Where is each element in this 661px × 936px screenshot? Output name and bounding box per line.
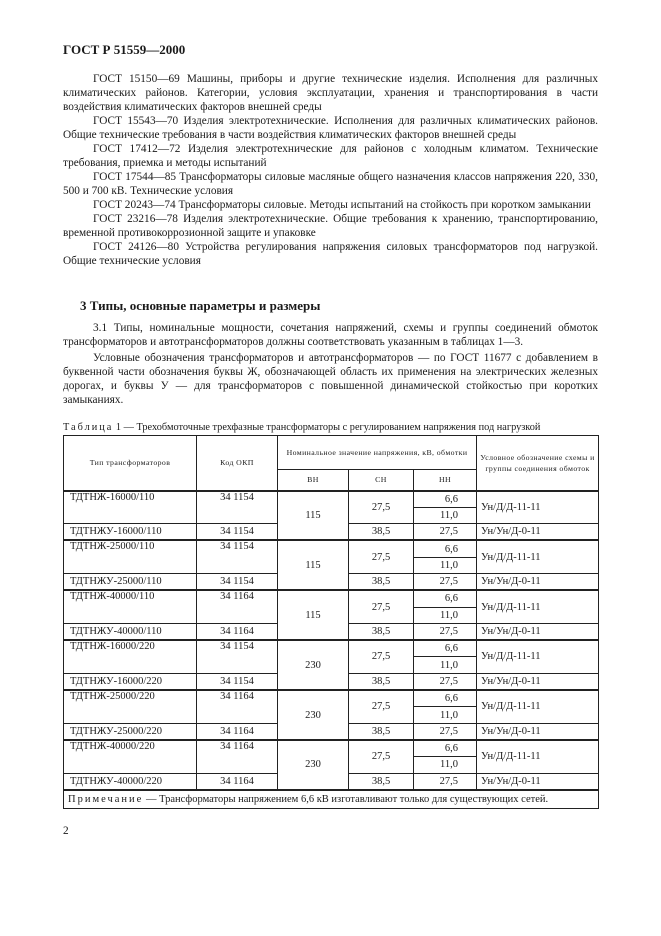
scheme-cell: Ун/Ун/Д-0-11 <box>477 524 599 541</box>
sn-cell: 38,5 <box>349 673 414 690</box>
vn-cell: 230 <box>278 740 349 790</box>
scheme-cell: Ун/Д/Д-11-11 <box>477 540 599 573</box>
header-sn: СН <box>349 470 414 491</box>
scheme-cell: Ун/Д/Д-11-11 <box>477 740 599 773</box>
okp-cell: 34 1164 <box>197 590 278 623</box>
nn-cell: 6,6 <box>414 740 477 757</box>
type-cell: ТДТНЖУ-25000/220 <box>64 723 197 740</box>
scheme-cell: Ун/Д/Д-11-11 <box>477 590 599 623</box>
table-row <box>64 590 599 607</box>
scheme-cell: Ун/Ун/Д-0-11 <box>477 773 599 790</box>
sn-cell: 38,5 <box>349 623 414 640</box>
sn-cell: 38,5 <box>349 723 414 740</box>
okp-cell: 34 1154 <box>197 491 278 524</box>
section-title: 3 Типы, основные параметры и размеры <box>80 298 321 313</box>
header-okp: Код ОКП <box>197 436 278 491</box>
header-scheme: Условное обозначение схемы и группы соединения обмоток <box>477 436 599 491</box>
vn-cell: 115 <box>278 540 349 590</box>
nn-cell: 11,0 <box>414 507 477 523</box>
scheme-cell: Ун/Ун/Д-0-11 <box>477 623 599 640</box>
okp-cell: 34 1154 <box>197 524 278 541</box>
table-caption <box>63 422 603 433</box>
header-nn: НН <box>414 470 477 491</box>
scheme-cell: Ун/Д/Д-11-11 <box>477 690 599 723</box>
table-row <box>64 740 599 757</box>
nn-cell: 6,6 <box>414 640 477 657</box>
table-note <box>64 790 599 809</box>
nn-cell: 27,5 <box>414 573 477 590</box>
type-cell: ТДТНЖ-40000/220 <box>64 740 197 773</box>
table-row <box>64 540 599 557</box>
references-list <box>63 72 598 268</box>
okp-cell: 34 1154 <box>197 640 278 673</box>
nn-cell: 27,5 <box>414 623 477 640</box>
scheme-cell: Ун/Ун/Д-0-11 <box>477 723 599 740</box>
table-row <box>64 690 599 707</box>
nn-cell: 11,0 <box>414 557 477 573</box>
table-note-row <box>64 790 599 809</box>
nn-cell: 11,0 <box>414 707 477 723</box>
paragraph: 3.1 Типы, номинальные мощности, сочетания напряжений, схемы и группы соединений обмоток трансформаторов и автотрансформаторов должны соответствовать указанным в таблицах 1—3. <box>63 322 598 348</box>
header-vn: ВН <box>278 470 349 491</box>
document-header: ГОСТ Р 51559—2000 <box>63 42 186 57</box>
note-text: — Трансформаторы напряжением 6,6 кВ изготавливают только для существующих сетей. <box>143 793 549 805</box>
nn-cell: 27,5 <box>414 673 477 690</box>
vn-cell: 230 <box>278 690 349 740</box>
type-cell: ТДТНЖ-16000/110 <box>64 491 197 524</box>
sn-cell: 38,5 <box>349 573 414 590</box>
reference-item: ГОСТ 20243—74 Трансформаторы силовые. Методы испытаний на стойкость при коротком замыкании <box>93 199 591 211</box>
scheme-cell: Ун/Д/Д-11-11 <box>477 640 599 673</box>
reference-item: ГОСТ 17544—85 Трансформаторы силовые масляные общего назначения классов напряжения 220, 330, 500 и 700 кВ. Технические условия <box>63 171 598 197</box>
nn-cell: 6,6 <box>414 590 477 607</box>
nn-cell: 11,0 <box>414 657 477 673</box>
nn-cell: 27,5 <box>414 773 477 790</box>
note-label: Примечание <box>68 793 144 805</box>
reference-item: ГОСТ 23216—78 Изделия электротехнические. Общие требования к хранению, транспортированию, временной противокоррозионной защите и упаковке <box>63 213 598 239</box>
reference-item: ГОСТ 15150—69 Машины, приборы и другие технические изделия. Исполнения для различных климатических районов. Категории, условия эксплуатации, хранения и транспортирования в части воздействия климатических факторов внешней среды <box>63 73 598 113</box>
sn-cell: 27,5 <box>349 491 414 524</box>
type-cell: ТДТНЖ-25000/110 <box>64 540 197 573</box>
vn-cell: 115 <box>278 491 349 541</box>
type-cell: ТДТНЖУ-16000/220 <box>64 673 197 690</box>
paragraph: Условные обозначения трансформаторов и автотрансформаторов — по ГОСТ 11677 с добавлением в буквенной части обозначения буквы Ж, обозначающей область их применения на электрических железных дорогах, и буквы У — для трансформаторов с повышенной динамической стойкостью при коротких замыканиях. <box>63 352 598 406</box>
nn-cell: 11,0 <box>414 757 477 773</box>
okp-cell: 34 1164 <box>197 623 278 640</box>
page-number: 2 <box>63 825 69 837</box>
nn-cell: 6,6 <box>414 540 477 557</box>
table-row <box>64 640 599 657</box>
scheme-cell: Ун/Ун/Д-0-11 <box>477 573 599 590</box>
okp-cell: 34 1164 <box>197 773 278 790</box>
table-caption-text: 1 — Трехобмоточные трехфазные трансформаторы с регулированием напряжения под нагрузкой <box>115 422 541 433</box>
section-body <box>63 321 598 409</box>
type-cell: ТДТНЖУ-40000/220 <box>64 773 197 790</box>
vn-cell: 230 <box>278 640 349 690</box>
nn-cell: 11,0 <box>414 607 477 623</box>
okp-cell: 34 1164 <box>197 740 278 773</box>
transformer-table <box>63 435 599 809</box>
sn-cell: 38,5 <box>349 524 414 541</box>
table-row <box>64 491 599 508</box>
scheme-cell: Ун/Ун/Д-0-11 <box>477 673 599 690</box>
okp-cell: 34 1154 <box>197 540 278 573</box>
nn-cell: 6,6 <box>414 690 477 707</box>
table-caption-label: Таблица <box>63 422 114 433</box>
nn-cell: 27,5 <box>414 524 477 541</box>
okp-cell: 34 1164 <box>197 690 278 723</box>
nn-cell: 27,5 <box>414 723 477 740</box>
header-voltage: Номинальное значение напряжения, кВ, обмотки <box>278 436 477 470</box>
type-cell: ТДТНЖУ-25000/110 <box>64 573 197 590</box>
okp-cell: 34 1164 <box>197 723 278 740</box>
sn-cell: 27,5 <box>349 690 414 723</box>
sn-cell: 27,5 <box>349 640 414 673</box>
type-cell: ТДТНЖ-16000/220 <box>64 640 197 673</box>
okp-cell: 34 1154 <box>197 573 278 590</box>
okp-cell: 34 1154 <box>197 673 278 690</box>
scheme-cell: Ун/Д/Д-11-11 <box>477 491 599 524</box>
type-cell: ТДТНЖУ-16000/110 <box>64 524 197 541</box>
reference-item: ГОСТ 24126—80 Устройства регулирования напряжения силовых трансформаторов под нагрузкой. Общие технические условия <box>63 241 598 267</box>
type-cell: ТДТНЖ-40000/110 <box>64 590 197 623</box>
sn-cell: 27,5 <box>349 540 414 573</box>
sn-cell: 38,5 <box>349 773 414 790</box>
reference-item: ГОСТ 17412—72 Изделия электротехнические для районов с холодным климатом. Технические требования, приемка и методы испытаний <box>63 143 598 169</box>
sn-cell: 27,5 <box>349 740 414 773</box>
nn-cell: 6,6 <box>414 491 477 508</box>
vn-cell: 115 <box>278 590 349 640</box>
sn-cell: 27,5 <box>349 590 414 623</box>
header-type: Тип трансформаторов <box>64 436 197 491</box>
type-cell: ТДТНЖ-25000/220 <box>64 690 197 723</box>
reference-item: ГОСТ 15543—70 Изделия электротехнические. Исполнения для различных климатических районов. Общие технические требования в части воздействия климатических факторов внешней среды <box>63 115 598 141</box>
type-cell: ТДТНЖУ-40000/110 <box>64 623 197 640</box>
